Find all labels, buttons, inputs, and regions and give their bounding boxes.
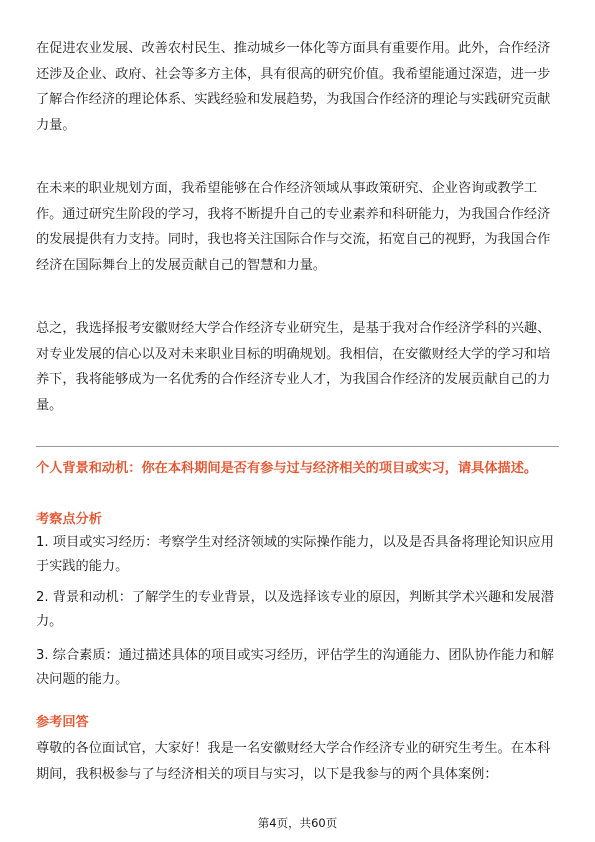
interview-question: 个人背景和动机：你在本科期间是否有参与过与经济相关的项目或实习，请具体描述。 — [36, 461, 538, 476]
analysis-item-3: 3. 综合素质：通过描述具体的项目或实习经历，评估学生的沟通能力、团队协作能力和解决问题的能力。 — [36, 648, 554, 687]
body-paragraph-1: 在促进农业发展、改善农村民生、推动城乡一体化等方面具有重要作用。此外，合作经济还涉及企业、政府、社会等多方主体，具有很高的研究价值。我希望能通过深造，进一步了解合作经济的理论体系、实践经验和发展趋势，为我国合作经济的理论与实践研究贡献力量。 — [36, 41, 551, 133]
body-paragraph-2: 在未来的职业规划方面，我希望能够在合作经济领域从事政策研究、企业咨询或教学工作。通过研究生阶段的学习，我将不断提升自己的专业素养和科研能力，为我国合作经济的发展提供有力支持。同时，我也将关注国际合作与交流，拓宽自己的视野，为我国合作经济在国际舞台上的发展贡献自己的智慧和力量。 — [36, 181, 551, 273]
analysis-item-1: 1. 项目或实习经历：考察学生对经济领域的实际操作能力，以及是否具备将理论知识应用于实践的能力。 — [36, 535, 554, 574]
body-paragraph-3: 总之，我选择报考安徽财经大学合作经济专业研究生，是基于我对合作经济学科的兴趣、对专业发展的信心以及对未来职业目标的明确规划。我相信，在安徽财经大学的学习和培养下，我将能够成为一名优秀的合作经济专业人才，为我国合作经济的发展贡献自己的力量。 — [36, 321, 551, 413]
answer-paragraph: 尊敬的各位面试官，大家好！我是一名安徽财经大学合作经济专业的研究生考生。在本科期间，我积极参与了与经济相关的项目与实习，以下是我参与的两个具体案例： — [36, 741, 551, 782]
answer-heading: 参考回答 — [36, 715, 89, 730]
analysis-item-2: 2. 背景和动机：了解学生的专业背景，以及选择该专业的原因，判断其学术兴趣和发展潜力。 — [36, 590, 554, 629]
analysis-heading: 考察点分析 — [36, 512, 102, 527]
page-footer: 第4页，共60页 — [257, 816, 338, 830]
section-divider — [36, 446, 559, 447]
